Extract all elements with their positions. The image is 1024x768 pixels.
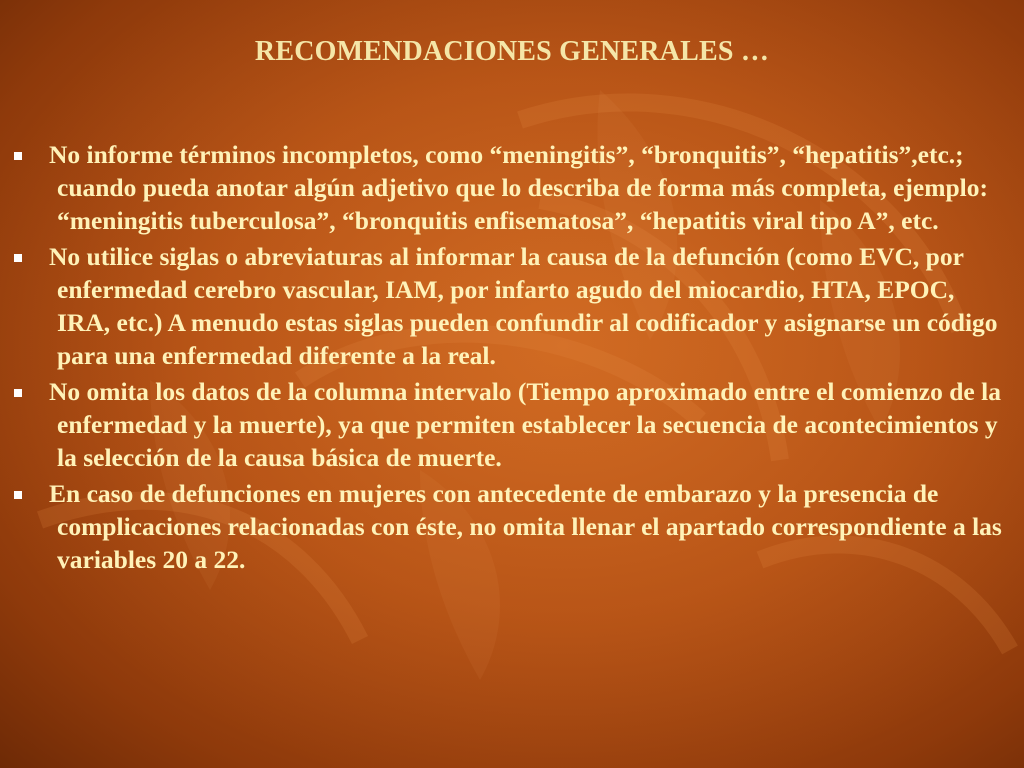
- square-bullet-icon: [14, 389, 22, 397]
- bullet-text: No informe términos incompletos, como “meningitis”, “bronquitis”, “hepatitis”,etc.; cuando pueda anotar algún adjetivo que lo describa de forma más completa, ejemplo: “meningitis tuberculosa”, “bronquitis enfisematosa”, “hepatitis viral tipo A”, etc.: [49, 140, 988, 235]
- bullet-item: [14, 138, 1010, 237]
- bullet-item: [14, 477, 1010, 576]
- square-bullet-icon: [14, 152, 22, 160]
- bullet-item: [14, 240, 1010, 372]
- square-bullet-icon: [14, 254, 22, 262]
- bullet-text: No utilice siglas o abreviaturas al informar la causa de la defunción (como EVC, por enfermedad cerebro vascular, IAM, por infarto agudo del miocardio, HTA, EPOC, IRA, etc.) A menudo estas siglas pueden confundir al codificador y asignarse un código para una enfermedad diferente a la real.: [49, 242, 998, 370]
- slide-title: RECOMENDACIONES GENERALES …: [254, 36, 770, 67]
- square-bullet-icon: [14, 491, 22, 499]
- bullet-item: [14, 375, 1010, 474]
- bullet-text: No omita los datos de la columna intervalo (Tiempo aproximado entre el comienzo de la enfermedad y la muerte), ya que permiten establecer la secuencia de acontecimientos y la selección de la causa básica de muerte.: [49, 377, 1001, 472]
- bullet-list: [14, 138, 1010, 579]
- bullet-text: En caso de defunciones en mujeres con antecedente de embarazo y la presencia de complicaciones relacionadas con éste, no omita llenar el apartado correspondiente a las variables 20 a 22.: [49, 479, 1002, 574]
